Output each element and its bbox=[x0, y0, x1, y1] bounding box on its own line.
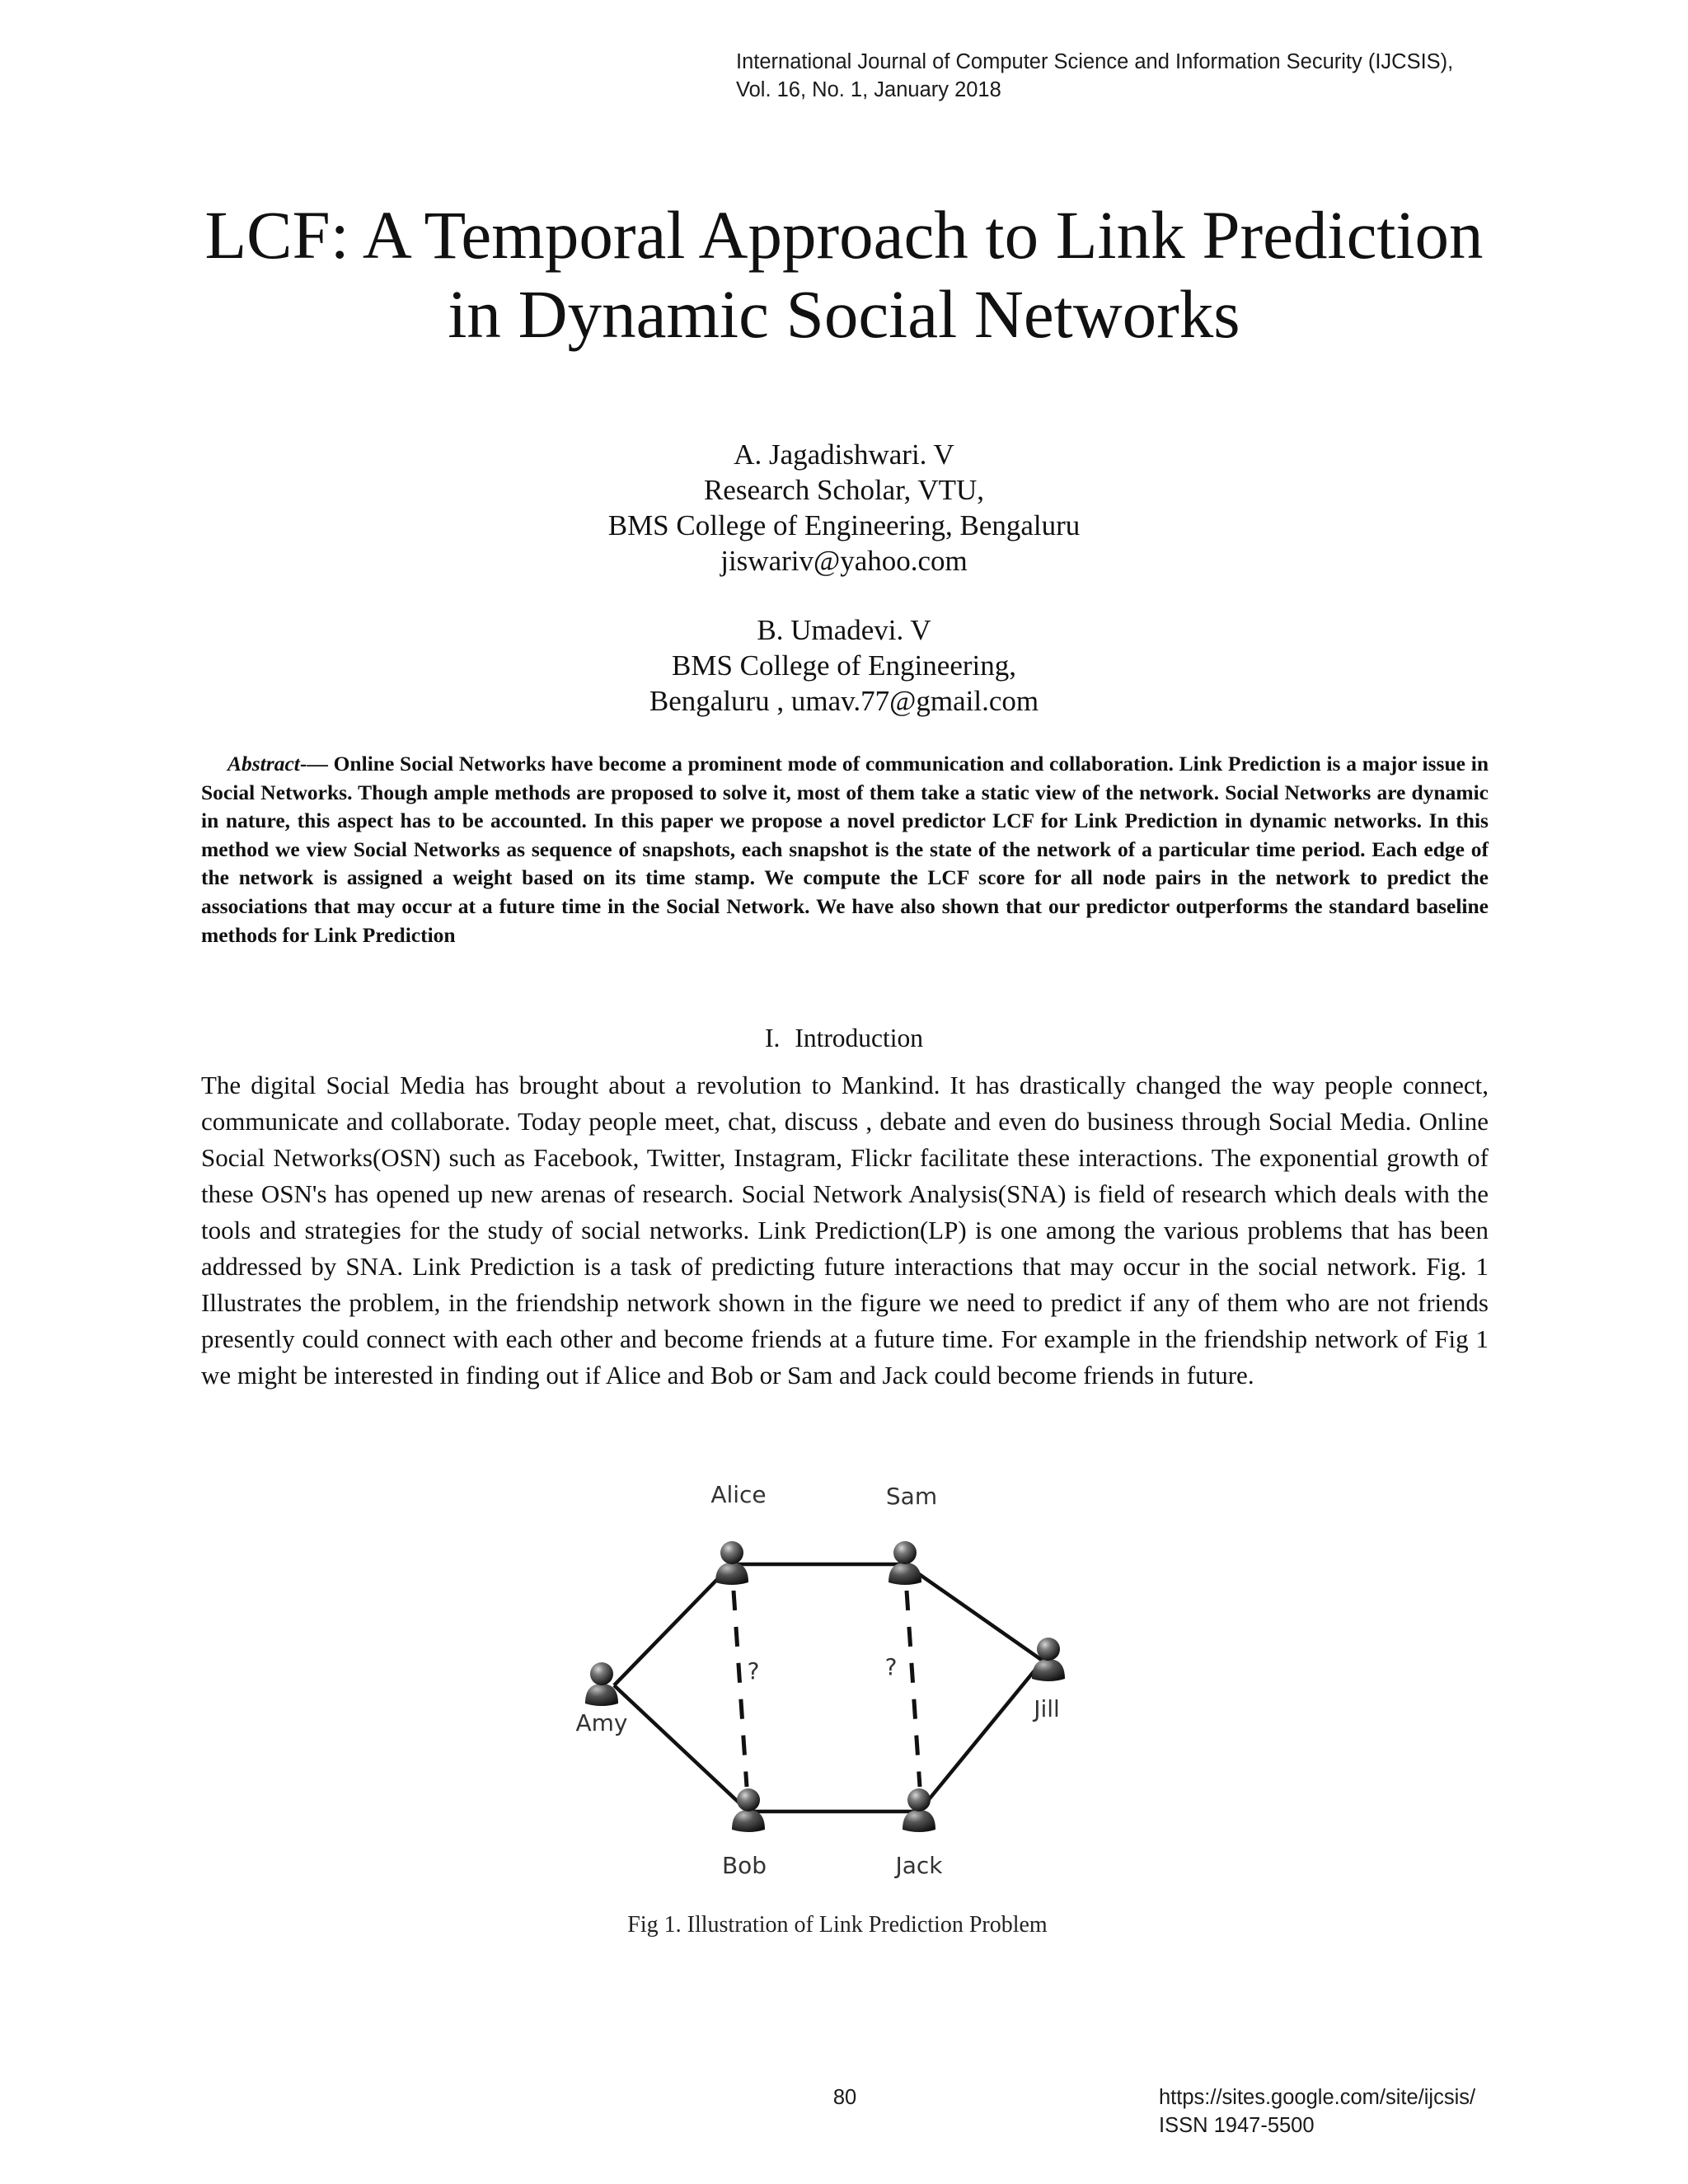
author-email: jiswariv@yahoo.com bbox=[720, 545, 968, 577]
author-affiliation: Bengaluru , umav.77@gmail.com bbox=[649, 685, 1039, 717]
author-list bbox=[0, 437, 1688, 719]
author-affiliation: BMS College of Engineering, bbox=[671, 649, 1016, 682]
section-number: I. bbox=[764, 1024, 781, 1052]
node-label-sam: Sam bbox=[885, 1483, 938, 1510]
journal-name: International Journal of Computer Science and Information Security (IJCSIS), bbox=[736, 50, 1454, 73]
author-block-2 bbox=[0, 612, 1688, 719]
edge-jill-jack bbox=[919, 1661, 1043, 1811]
author-affiliation: Research Scholar, VTU, bbox=[703, 474, 985, 506]
predicted-link-sam-jack bbox=[907, 1591, 920, 1787]
node-label-bob: Bob bbox=[721, 1852, 767, 1879]
page-number: 80 bbox=[832, 2086, 857, 2109]
author-name: B. Umadevi. V bbox=[757, 614, 931, 646]
title-line-2: in Dynamic Social Networks bbox=[448, 276, 1240, 352]
figure-1 bbox=[536, 1467, 1137, 1929]
node-label-amy: Amy bbox=[575, 1709, 628, 1736]
figure-caption: Fig 1. Illustration of Link Prediction Problem bbox=[627, 1912, 1048, 1938]
question-mark-alice-bob: ? bbox=[747, 1657, 760, 1685]
node-label-alice: Alice bbox=[710, 1481, 767, 1508]
footer-info bbox=[1159, 2083, 1475, 2139]
predicted-links bbox=[734, 1591, 920, 1787]
introduction bbox=[201, 1067, 1489, 1394]
introduction-paragraph: The digital Social Media has brought about a revolution to Mankind. It has drastically changed the way people connect, communicate and collaborate. Today people meet, chat, discuss , debate and even do business through Social Media. Online Social Networks(OSN) such as Facebook, Twitter, Instagram, Flickr facilitate these interactions. The exponential growth of these OSN's has opened up new arenas of research. Social Network Analysis(SNA) is field of research which deals with the tools and strategies for the study of social networks. Link Prediction(LP) is one among the various problems that has been addressed by SNA. Link Prediction is a task of predicting future interactions that may occur in the social network. Fig. 1 Illustrates the problem, in the friendship network shown in the figure we need to predict if any of them who are not friends presently could connect with each other and become friends at a future time. For example in the friendship network of Fig 1 we might be interested in finding out if Alice and Bob or Sam and Jack could become friends in future. bbox=[201, 1071, 1489, 1390]
footer-url: https://sites.google.com/site/ijcsis/ bbox=[1159, 2086, 1476, 2109]
author-name: A. Jagadishwari. V bbox=[734, 438, 954, 471]
node-jill bbox=[1032, 1638, 1065, 1681]
footer-issn: ISSN 1947-5500 bbox=[1159, 2114, 1315, 2137]
journal-volume: Vol. 16, No. 1, January 2018 bbox=[736, 78, 1001, 101]
abstract bbox=[201, 750, 1489, 949]
friendship-network-diagram bbox=[536, 1467, 1137, 1929]
paper-title bbox=[0, 195, 1688, 354]
title-line-1: LCF: A Temporal Approach to Link Prediction bbox=[204, 197, 1484, 273]
edge-sam-jill bbox=[905, 1564, 1043, 1661]
edge-bob-amy bbox=[614, 1685, 748, 1811]
abstract-text: Online Social Networks have become a prominent mode of communication and collaboration. Link Prediction is a major issue in Social Networks. Though ample methods are proposed to solve it, most of them take a static view of the network. Social Networks are dynamic in nature, this aspect has to be accounted. In this paper we propose a novel predictor LCF for Link Prediction in dynamic networks. In this method we view Social Networks as sequence of snapshots, each snapshot is the state of the network of a particular time period. Each edge of the network is assigned a weight based on its time stamp. We compute the LCF score for all node pairs in the network to predict the associations that may occur at a future time in the Social Network. We have also shown that our predictor outperforms the standard baseline methods for Link Prediction bbox=[201, 752, 1489, 947]
node-label-jack: Jack bbox=[895, 1852, 943, 1879]
author-block-1 bbox=[0, 437, 1688, 579]
predicted-link-alice-bob bbox=[734, 1591, 747, 1787]
question-mark-sam-jack: ? bbox=[884, 1653, 898, 1680]
section-title: Introduction bbox=[795, 1024, 924, 1052]
edge-amy-alice bbox=[614, 1564, 732, 1685]
abstract-separator: -— bbox=[299, 752, 328, 776]
friendship-edges bbox=[614, 1564, 1043, 1811]
abstract-label: Abstract bbox=[227, 752, 300, 776]
section-heading bbox=[0, 1022, 1688, 1055]
node-label-jill: Jill bbox=[1034, 1695, 1060, 1722]
author-affiliation: BMS College of Engineering, Bengaluru bbox=[607, 509, 1081, 541]
journal-header bbox=[736, 48, 1453, 104]
